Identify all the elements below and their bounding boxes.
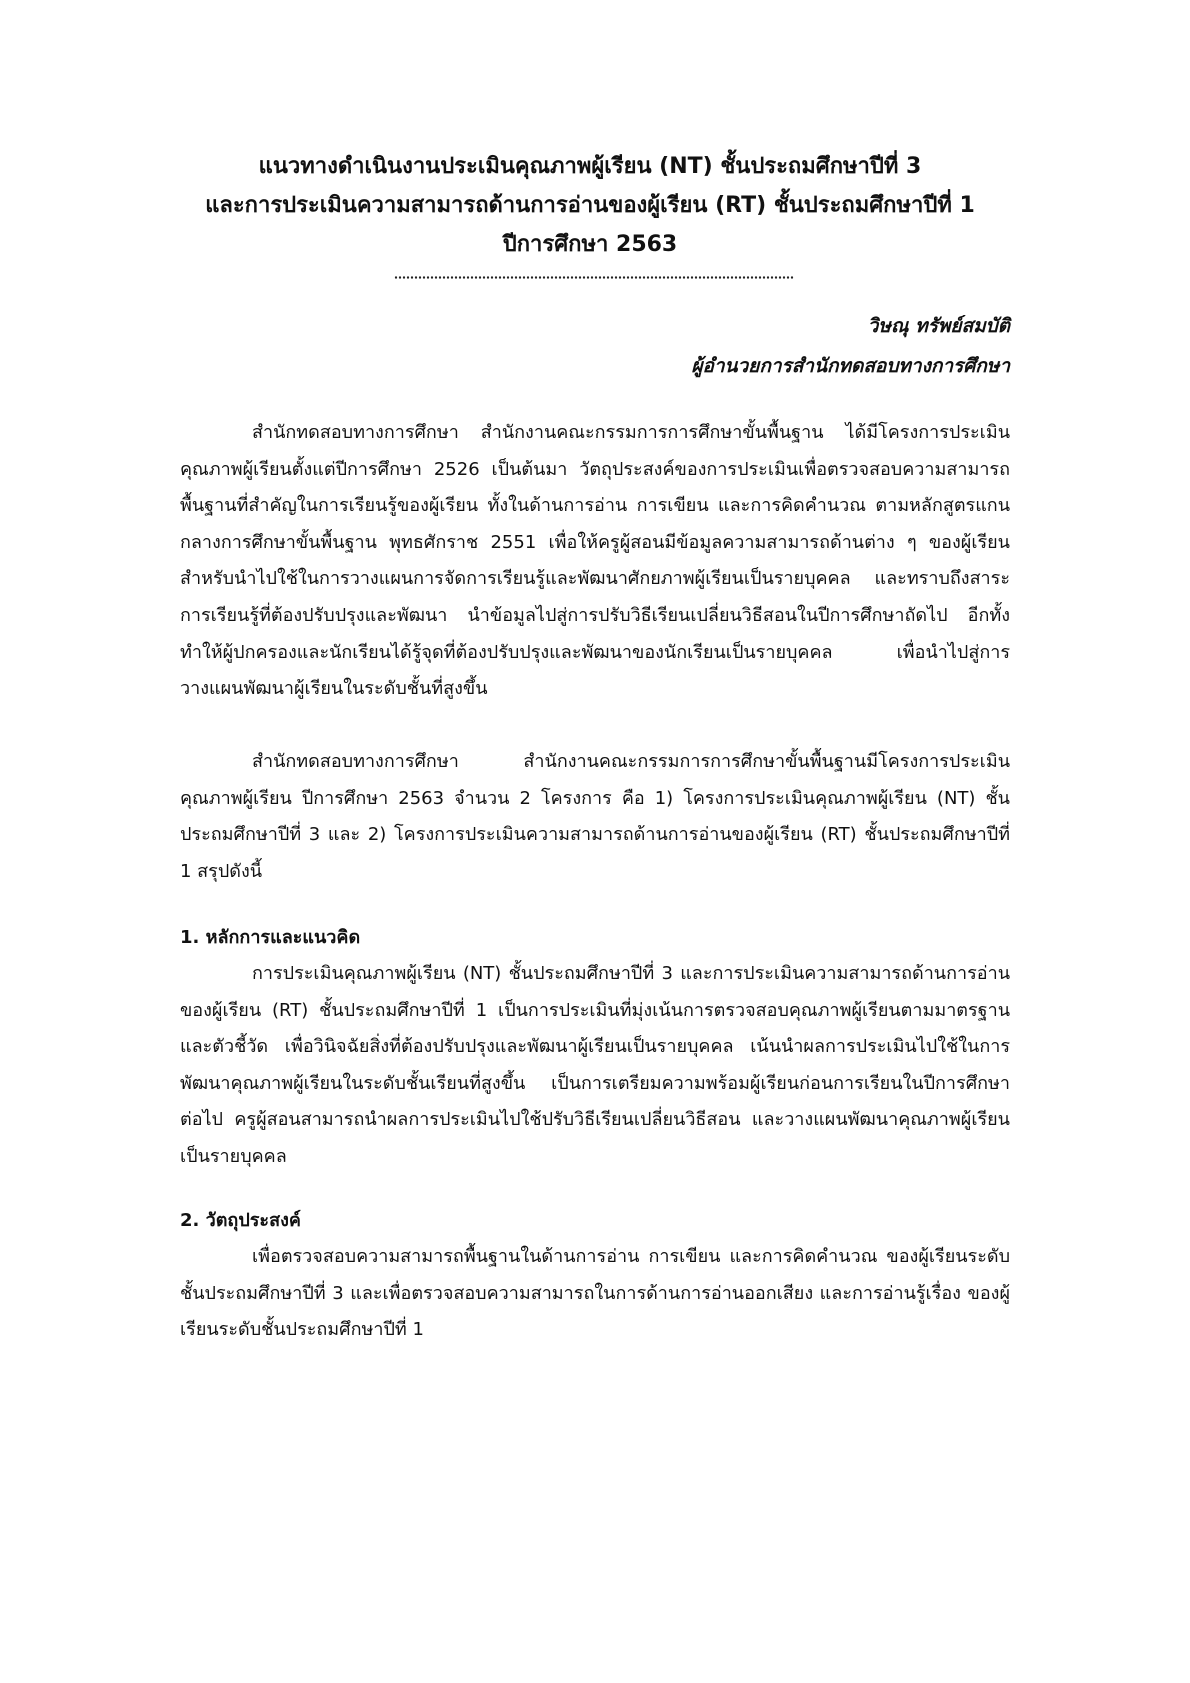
author-position: ผู้อำนวยการสำนักทดสอบทางการศึกษา (691, 355, 1010, 377)
title-line-1: แนวทางดำเนินงานประเมินคุณภาพผู้เรียน (NT) ชั้นประถมศึกษาปีที่ 3 (258, 154, 922, 179)
section-heading-objectives: 2. วัตถุประสงค์ (180, 1210, 301, 1231)
dotted-separator (394, 276, 794, 279)
document-title (150, 147, 1030, 264)
section-text-principles: การประเมินคุณภาพผู้เรียน (NT) ชั้นประถมศึกษาปีที่ 3 และการประเมินความสามารถด้านการอ่านของผู้เรียน (RT) ชั้นประถมศึกษาปีที่ 1 เป็นการประเมินที่มุ่งเน้นการตรวจสอบคุณภาพผู้เรียนตามมาตรฐานและตัวชี้วัด เพื่อวินิจฉัยสิ่งที่ต้องปรับปรุงและพัฒนาผู้เรียนเป็นรายบุคคล เน้นนำผลการประเมินไปใช้ในการพัฒนาคุณภาพผู้เรียนในระดับชั้นเรียนที่สูงขึ้น เป็นการเตรียมความพร้อมผู้เรียนก่อนการเรียนในปีการศึกษาต่อไป ครูผู้สอนสามารถนำผลการประเมินไปใช้ปรับวิธีเรียนเปลี่ยนวิธีสอน และวางแผนพัฒนาคุณภาพผู้เรียนเป็นรายบุคคล (180, 963, 1010, 1167)
section-text-objectives: เพื่อตรวจสอบความสามารถพื้นฐานในด้านการอ่าน การเขียน และการคิดคำนวณ ของผู้เรียนระดับชั้นประถมศึกษาปีที่ 3 และเพื่อตรวจสอบความสามารถในการด้านการอ่านออกเสียง และการอ่านรู้เรื่อง ของผู้เรียนระดับชั้นประถมศึกษาปีที่ 1 (180, 1246, 1010, 1341)
intro-paragraph-2: สำนักทดสอบทางการศึกษา สำนักงานคณะกรรมการการศึกษาขั้นพื้นฐานมีโครงการประเมินคุณภาพผู้เรียน ปีการศึกษา 2563 จำนวน 2 โครงการ คือ 1) โครงการประเมินคุณภาพผู้เรียน (NT) ชั้นประถมศึกษาปีที่ 3 และ 2) โครงการประเมินความสามารถด้านการอ่านของผู้เรียน (RT) ชั้นประถมศึกษาปีที่ 1 สรุปดังนี้ (180, 751, 1010, 882)
section-heading-principles: 1. หลักการและแนวคิด (180, 927, 361, 948)
intro-paragraph-1: สำนักทดสอบทางการศึกษา สำนักงานคณะกรรมการการศึกษาขั้นพื้นฐาน ได้มีโครงการประเมินคุณภาพผู้เรียนตั้งแต่ปีการศึกษา 2526 เป็นต้นมา วัตถุประสงค์ของการประเมินเพื่อตรวจสอบความสามารถพื้นฐานที่สำคัญในการเรียนรู้ของผู้เรียน ทั้งในด้านการอ่าน การเขียน และการคิดคำนวณ ตามหลักสูตรแกนกลางการศึกษาขั้นพื้นฐาน พุทธศักราช 2551 เพื่อให้ครูผู้สอนมีข้อมูลความสามารถด้านต่าง ๆ ของผู้เรียน สำหรับนำไปใช้ในการวางแผนการจัดการเรียนรู้และพัฒนาศักยภาพผู้เรียนเป็นรายบุคคล และทราบถึงสาระการเรียนรู้ที่ต้องปรับปรุงและพัฒนา นำข้อมูลไปสู่การปรับวิธีเรียนเปลี่ยนวิธีสอนในปีการศึกษาถัดไป อีกทั้งทำให้ผู้ปกครองและนักเรียนได้รู้จุดที่ต้องปรับปรุงและพัฒนาของนักเรียนเป็นรายบุคคล เพื่อนำไปสู่การวางแผนพัฒนาผู้เรียนในระดับชั้นที่สูงขึ้น (180, 422, 1010, 700)
title-line-3: ปีการศึกษา 2563 (502, 232, 678, 257)
title-line-2: และการประเมินความสามารถด้านการอ่านของผู้เรียน (RT) ชั้นประถมศึกษาปีที่ 1 (205, 193, 975, 218)
author-block (691, 306, 1010, 386)
author-name: วิษณุ ทรัพย์สมบัติ (867, 315, 1010, 337)
